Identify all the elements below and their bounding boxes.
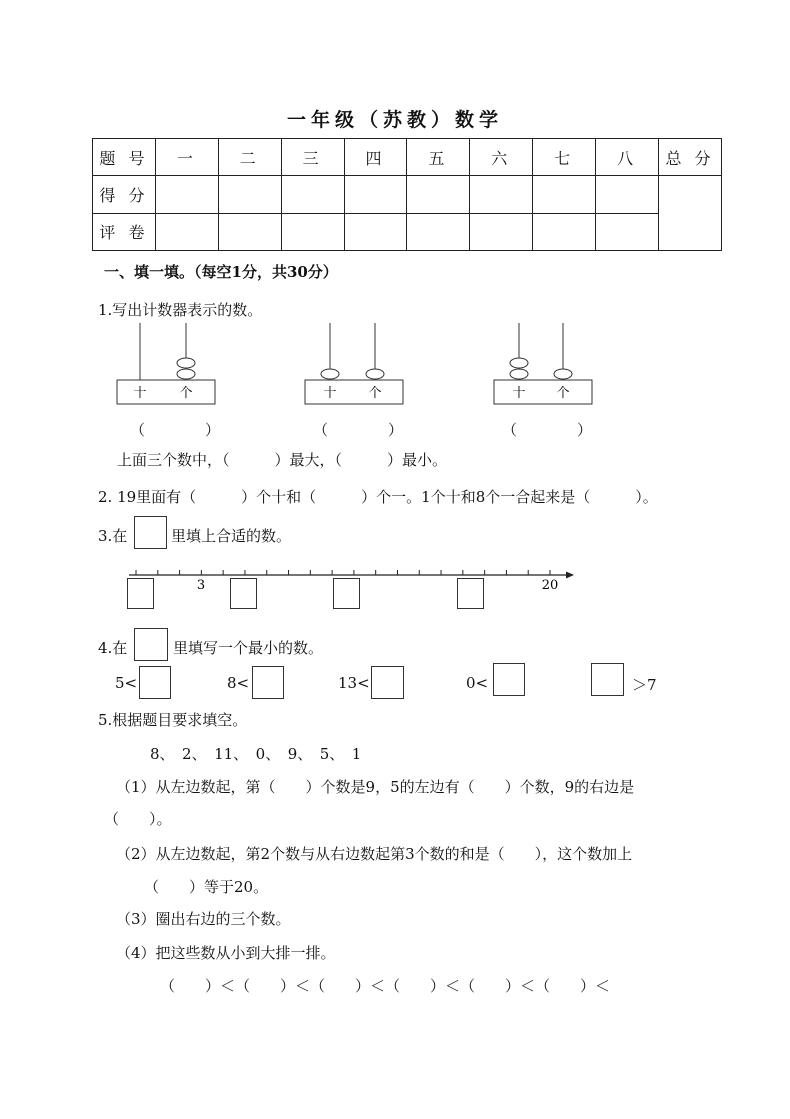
- score-header-cell: 八: [596, 139, 659, 176]
- q1-answer-paren[interactable]: （ ）: [313, 421, 404, 439]
- q4-suffix: 里填写一个最小的数。: [173, 639, 324, 657]
- score-header-cell: 六: [470, 139, 533, 176]
- q1-answer-paren[interactable]: （ ）: [502, 421, 593, 439]
- section1-heading: 一、填一填。（每空1分，共30分）: [104, 263, 338, 281]
- q5-part2-line2: （ ）等于20。: [144, 878, 269, 896]
- q3-suffix: 里填上合适的数。: [171, 527, 292, 545]
- abacus-place-label: 个: [179, 386, 193, 401]
- number-line-answer-box[interactable]: [457, 578, 484, 609]
- q5-prompt: 5.根据题目要求填空。: [98, 711, 248, 729]
- q4-answer-box[interactable]: [371, 666, 404, 699]
- q4-answer-box[interactable]: [139, 666, 171, 699]
- q1-answer-paren[interactable]: （ ）: [130, 421, 221, 439]
- score-header-cell: 一: [155, 139, 218, 176]
- q4-item-label: 13<: [338, 674, 370, 692]
- q4-answer-box[interactable]: [591, 663, 624, 696]
- abacus-place-label: 十: [133, 386, 147, 401]
- score-row-label: 得 分: [93, 176, 156, 213]
- q5-part1-line2: （ ）。: [104, 810, 172, 828]
- score-header-cell: 三: [281, 139, 344, 176]
- abacus-place-label: 个: [556, 386, 570, 401]
- q4-item-label: 8<: [227, 674, 250, 692]
- abacus-place-label: 个: [368, 386, 382, 401]
- tick-label-3: 3: [196, 578, 206, 593]
- score-header-cell: 四: [344, 139, 407, 176]
- q4-example-box: [134, 628, 168, 661]
- number-line-answer-box[interactable]: [230, 578, 257, 609]
- q5-part4: （4）把这些数从小到大排一排。: [116, 944, 336, 962]
- page-title: 一年级（苏教）数学: [286, 109, 503, 131]
- q5-part4-chain[interactable]: （ ）＜（ ）＜（ ）＜（ ）＜（ ）＜（ ）＜: [160, 977, 611, 995]
- q5-number-list: 8、 2、 11、 0、 9、 5、 1: [150, 745, 362, 763]
- q4-last-suffix: ＞7: [632, 676, 657, 694]
- tick-label-20: 20: [541, 578, 559, 593]
- score-header-cell: 题 号: [93, 139, 156, 176]
- abacus-place-label: 十: [323, 386, 337, 401]
- q5-part2-line1: （2）从左边数起，第2个数与从右边数起第3个数的和是（ ），这个数加上: [116, 845, 633, 863]
- q5-part3: （3）圈出右边的三个数。: [116, 910, 291, 928]
- number-line-answer-box[interactable]: [333, 578, 360, 609]
- number-line-arrow: [566, 572, 574, 579]
- score-header-cell: 二: [218, 139, 281, 176]
- q1-summary: 上面三个数中，（ ）最大，（ ）最小。: [117, 451, 448, 469]
- grader-row-label: 评 卷: [93, 213, 156, 250]
- q4-answer-box[interactable]: [493, 663, 525, 696]
- q2-text: 2. 19里面有（ ）个十和（ ）个一。1个十和8个一合起来是（ ）。: [98, 488, 658, 506]
- number-line-answer-box[interactable]: [127, 578, 154, 609]
- q3-prefix: 3.在: [98, 527, 128, 545]
- q4-item-label: 0<: [466, 674, 489, 692]
- score-header-cell: 七: [533, 139, 596, 176]
- q5-part1-line1: （1）从左边数起，第（ ）个数是9，5的左边有（ ）个数，9的右边是: [116, 778, 635, 796]
- q4-answer-box[interactable]: [252, 666, 284, 699]
- score-header-cell: 总 分: [659, 139, 722, 176]
- q4-prefix: 4.在: [98, 639, 128, 657]
- score-header-cell: 五: [407, 139, 470, 176]
- abacus-place-label: 十: [512, 386, 526, 401]
- q1-prompt: 1.写出计数器表示的数。: [98, 301, 263, 319]
- q4-item-label: 5<: [115, 674, 138, 692]
- number-line-ticks: [136, 570, 550, 575]
